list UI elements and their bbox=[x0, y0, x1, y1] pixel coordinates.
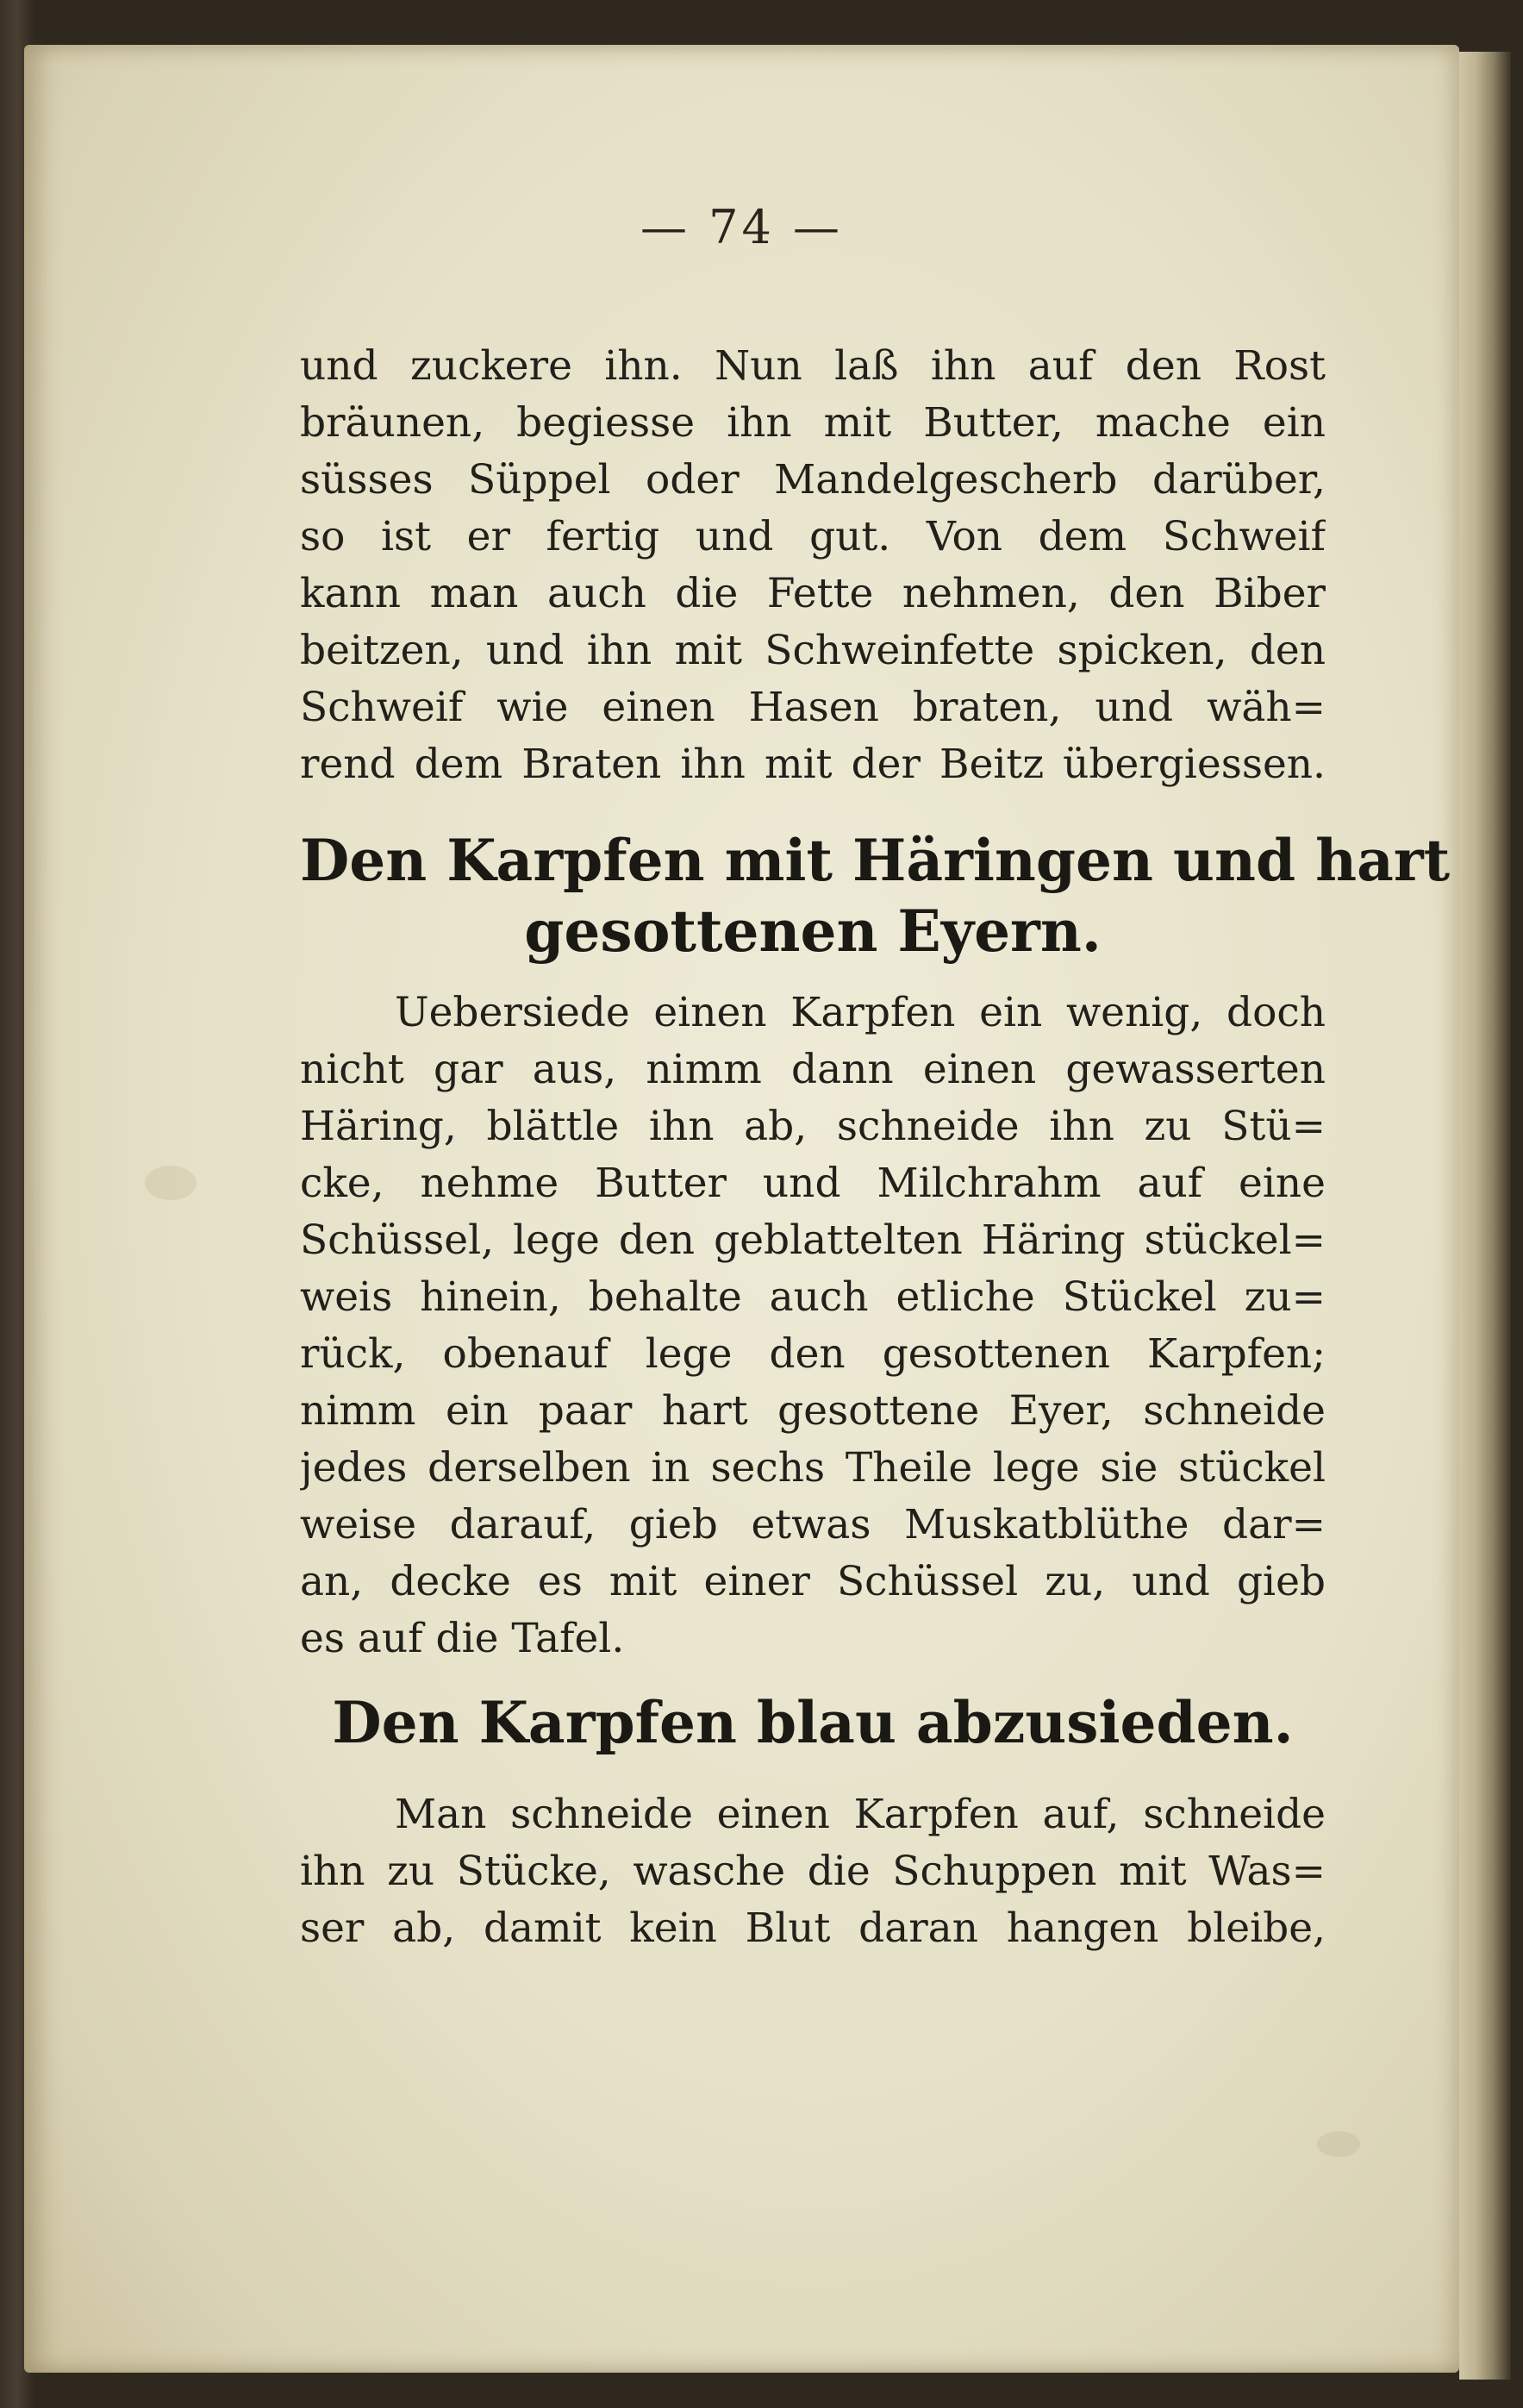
book-page-edge bbox=[1459, 52, 1511, 2380]
text-line: an, decke es mit einer Schüssel zu, und gieb bbox=[300, 1558, 1326, 1605]
book-page bbox=[24, 45, 1459, 2373]
text-line: ihn zu Stücke, wasche die Schuppen mit Was= bbox=[300, 1848, 1326, 1895]
text-line: süsses Süppel oder Mandelgescherb darüber, bbox=[300, 456, 1326, 503]
text-line: cke, nehme Butter und Milchrahm auf eine bbox=[300, 1160, 1326, 1207]
text-line: weis hinein, behalte auch etliche Stückel zu= bbox=[300, 1273, 1326, 1321]
text-line: Uebersiede einen Karpfen ein wenig, doch bbox=[395, 989, 1326, 1036]
heading-line: Den Karpfen blau abzusieden. bbox=[332, 1689, 1294, 1756]
text-line: rück, obenauf lege den gesottenen Karpfen; bbox=[300, 1330, 1326, 1378]
paragraph-carp-herring bbox=[300, 985, 1326, 1667]
text-line: es auf die Tafel. bbox=[300, 1615, 625, 1662]
text-line: Man schneide einen Karpfen auf, schneide bbox=[395, 1791, 1326, 1838]
text-line: jedes derselben in sechs Theile lege sie stückel bbox=[300, 1444, 1326, 1492]
text-line: so ist er fertig und gut. Von dem Schweif bbox=[300, 513, 1326, 560]
text-line: rend dem Braten ihn mit der Beitz übergiessen. bbox=[300, 741, 1326, 788]
heading-line: Den Karpfen mit Häringen und hart bbox=[300, 827, 1451, 894]
recipe-heading-carp-herring bbox=[300, 825, 1451, 966]
text-line: und zuckere ihn. Nun laß ihn auf den Rost bbox=[300, 342, 1326, 390]
paper-stain bbox=[1317, 2131, 1360, 2157]
text-line: weise darauf, gieb etwas Muskatblüthe dar= bbox=[300, 1501, 1326, 1548]
text-line: beitzen, und ihn mit Schweinfette spicken, den bbox=[300, 627, 1326, 674]
text-line: ser ab, damit kein Blut daran hangen bleibe, bbox=[300, 1905, 1326, 1952]
paragraph-carp-blue bbox=[300, 1786, 1326, 1957]
text-line: nimm ein paar hart gesottene Eyer, schneide bbox=[300, 1387, 1326, 1435]
text-line: bräunen, begiesse ihn mit Butter, mache ein bbox=[300, 399, 1326, 447]
text-line: Schweif wie einen Hasen braten, und wäh= bbox=[300, 684, 1326, 731]
text-line: Schüssel, lege den geblattelten Häring stückel= bbox=[300, 1217, 1326, 1264]
paragraph-beaver-recipe-end bbox=[300, 338, 1326, 793]
recipe-heading-carp-blue bbox=[300, 1687, 1326, 1758]
text-line: kann man auch die Fette nehmen, den Biber bbox=[300, 570, 1326, 617]
text-line: nicht gar aus, nimm dann einen gewasserten bbox=[300, 1046, 1326, 1093]
heading-line: gesottenen Eyern. bbox=[524, 898, 1102, 965]
paper-stain bbox=[145, 1166, 197, 1200]
text-line: Häring, blättle ihn ab, schneide ihn zu Stü= bbox=[300, 1103, 1326, 1150]
page-number: — 74 — bbox=[640, 200, 844, 254]
